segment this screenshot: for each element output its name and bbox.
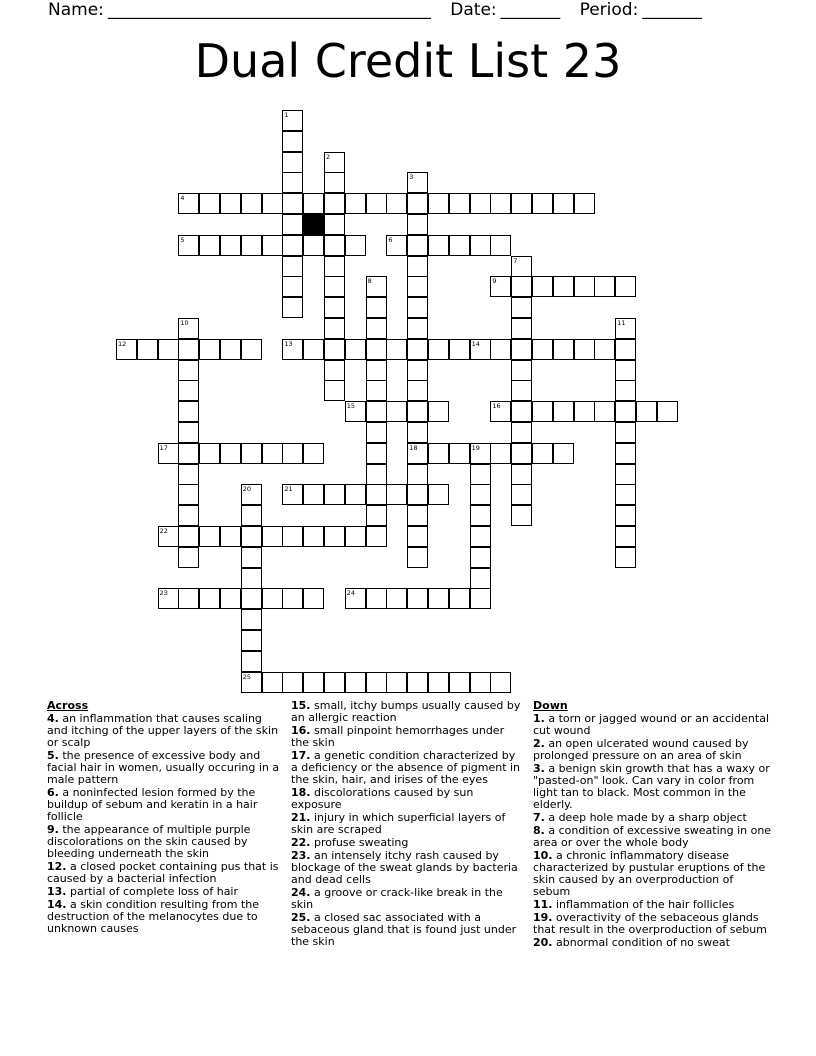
grid-cell[interactable] — [324, 214, 345, 235]
grid-cell[interactable] — [407, 588, 428, 609]
grid-cell[interactable] — [553, 193, 574, 214]
grid-cell[interactable] — [574, 276, 595, 297]
grid-cell[interactable] — [345, 235, 366, 256]
grid-cell[interactable] — [532, 276, 553, 297]
clue-number: 11 — [617, 319, 626, 327]
grid-cell[interactable] — [199, 526, 220, 547]
grid-cell[interactable] — [636, 401, 657, 422]
grid-cell[interactable] — [407, 526, 428, 547]
grid-cell[interactable] — [324, 484, 345, 505]
grid-cell[interactable] — [262, 672, 283, 693]
grid-cell[interactable] — [428, 401, 449, 422]
clue-number: 23 — [159, 589, 168, 598]
grid-cell[interactable] — [449, 235, 470, 256]
clue-number: 18 — [409, 443, 418, 452]
grid-cell[interactable] — [178, 526, 199, 547]
grid-cell[interactable] — [470, 505, 491, 526]
grid-cell[interactable] — [615, 464, 636, 485]
grid-cell[interactable] — [470, 588, 491, 609]
clue-number: 5 — [180, 235, 185, 244]
grid-cell[interactable] — [282, 672, 303, 693]
grid-cell[interactable] — [470, 526, 491, 547]
grid-cell[interactable] — [324, 339, 345, 360]
grid-cell[interactable] — [366, 339, 387, 360]
grid-cell[interactable] — [366, 484, 387, 505]
grid-cell[interactable] — [511, 484, 532, 505]
grid-cell[interactable] — [511, 422, 532, 443]
grid-cell[interactable] — [594, 401, 615, 422]
grid-cell[interactable] — [262, 235, 283, 256]
grid-cell[interactable] — [303, 443, 324, 464]
grid-cell[interactable] — [366, 297, 387, 318]
across-clues — [47, 700, 283, 936]
clue-item: 11. inflammation of the hair follicles — [533, 898, 735, 911]
grid-cell[interactable] — [615, 422, 636, 443]
grid-cell[interactable] — [282, 588, 303, 609]
grid-cell[interactable] — [366, 360, 387, 381]
grid-cell[interactable] — [366, 318, 387, 339]
grid-cell[interactable] — [532, 193, 553, 214]
grid-cell[interactable] — [428, 443, 449, 464]
clue-item: 3. a benign skin growth that has a waxy or "pasted-on" look. Can vary in color from light tan to black. Most common in the elderly. — [533, 762, 770, 811]
clue-item: 22. profuse sweating — [291, 836, 409, 849]
grid-cell[interactable] — [407, 360, 428, 381]
grid-cell[interactable] — [532, 401, 553, 422]
clue-item: 9. the appearance of multiple purple discolorations on the skin caused by bleeding underneath the skin — [47, 823, 251, 860]
grid-cell[interactable] — [428, 339, 449, 360]
grid-cell[interactable] — [553, 401, 574, 422]
grid-cell[interactable] — [324, 297, 345, 318]
grid-cell[interactable] — [407, 547, 428, 568]
down-clues — [533, 700, 773, 950]
grid-cell[interactable] — [241, 588, 262, 609]
clue-item: 16. small pinpoint hemorrhages under the skin — [291, 724, 505, 749]
grid-cell[interactable] — [532, 339, 553, 360]
grid-cell[interactable] — [594, 339, 615, 360]
grid-cell[interactable] — [511, 297, 532, 318]
grid-cell[interactable] — [428, 672, 449, 693]
grid-cell[interactable] — [345, 193, 366, 214]
clue-number: 7 — [513, 256, 518, 265]
grid-cell[interactable] — [241, 547, 262, 568]
grid-cell[interactable] — [199, 443, 220, 464]
grid-cell[interactable] — [303, 672, 324, 693]
grid-cell[interactable] — [241, 505, 262, 526]
grid-cell[interactable] — [366, 193, 387, 214]
grid-cell[interactable] — [615, 401, 636, 422]
grid-cell[interactable] — [282, 297, 303, 318]
grid-cell[interactable] — [282, 214, 303, 235]
grid-cell[interactable] — [594, 276, 615, 297]
clue-number: 16 — [492, 402, 501, 411]
clue-item: 6. a noninfected lesion formed by the buildup of sebum and keratin in a hair follicle — [47, 786, 258, 823]
grid-cell[interactable] — [574, 339, 595, 360]
grid-cell[interactable] — [386, 484, 407, 505]
grid-cell[interactable] — [407, 464, 428, 485]
grid-cell[interactable] — [366, 672, 387, 693]
grid-cell[interactable] — [178, 339, 199, 360]
grid-cell[interactable] — [511, 401, 532, 422]
grid-cell[interactable] — [428, 235, 449, 256]
grid-cell[interactable] — [511, 193, 532, 214]
grid-cell[interactable] — [345, 526, 366, 547]
grid-cell[interactable] — [262, 443, 283, 464]
grid-cell[interactable] — [282, 152, 303, 173]
grid-cell[interactable] — [366, 588, 387, 609]
grid-cell[interactable] — [407, 318, 428, 339]
grid-cell[interactable] — [178, 547, 199, 568]
grid-cell[interactable] — [470, 547, 491, 568]
clue-number: 17 — [159, 443, 168, 452]
grid-cell[interactable] — [324, 318, 345, 339]
clue-item: 18. discolorations caused by sun exposure — [291, 786, 474, 811]
grid-cell[interactable] — [490, 235, 511, 256]
grid-cell[interactable] — [407, 422, 428, 443]
grid-cell[interactable] — [449, 339, 470, 360]
grid-cell[interactable] — [241, 568, 262, 589]
grid-cell[interactable] — [386, 401, 407, 422]
grid-cell[interactable] — [511, 318, 532, 339]
clue-item: 21. injury in which superficial layers of skin are scraped — [291, 811, 506, 836]
grid-cell[interactable] — [574, 193, 595, 214]
clue-item: 4. an inflammation that causes scaling and itching of the upper layers of the skin or scalp — [47, 712, 279, 749]
clue-number: 4 — [180, 194, 185, 203]
grid-cell[interactable] — [511, 505, 532, 526]
grid-cell[interactable] — [324, 193, 345, 214]
date-line[interactable]: _______ — [500, 0, 561, 20]
grid-cell[interactable] — [407, 256, 428, 277]
name-label: Name: — [48, 0, 104, 20]
grid-cell[interactable] — [345, 339, 366, 360]
grid-cell[interactable] — [241, 526, 262, 547]
grid-cell[interactable] — [324, 256, 345, 277]
grid-cell[interactable] — [345, 672, 366, 693]
grid-cell[interactable] — [324, 526, 345, 547]
grid-cell[interactable] — [407, 235, 428, 256]
grid-cell[interactable] — [220, 588, 241, 609]
clue-item: 25. a closed sac associated with a sebaceous gland that is found just under the skin — [291, 911, 517, 948]
grid-cell[interactable] — [407, 339, 428, 360]
grid-cell[interactable] — [511, 464, 532, 485]
grid-cell[interactable] — [282, 235, 303, 256]
grid-cell[interactable] — [470, 568, 491, 589]
grid-cell[interactable] — [449, 588, 470, 609]
grid-cell[interactable] — [178, 588, 199, 609]
grid-cell[interactable] — [511, 360, 532, 381]
clue-number: 24 — [346, 589, 356, 598]
grid-cell[interactable] — [553, 339, 574, 360]
grid-cell[interactable] — [449, 193, 470, 214]
clue-item: 10. a chronic inflammatory disease characterized by pustular eruptions of the skin caused by an overproduction of sebum — [533, 849, 766, 898]
clue-number: 20 — [242, 485, 252, 494]
grid-cell[interactable] — [199, 339, 220, 360]
grid-cell[interactable] — [532, 443, 553, 464]
grid-cell[interactable] — [407, 193, 428, 214]
period-line[interactable]: _______ — [642, 0, 702, 20]
grid-cell[interactable] — [428, 484, 449, 505]
grid-cell[interactable] — [324, 380, 345, 401]
clue-number: 3 — [409, 173, 414, 182]
grid-cell[interactable] — [615, 380, 636, 401]
grid-cell[interactable] — [303, 339, 324, 360]
clue-number: 9 — [492, 277, 497, 286]
grid-cell[interactable] — [303, 235, 324, 256]
grid-cell[interactable] — [199, 193, 220, 214]
grid-cell[interactable] — [178, 484, 199, 505]
grid-cell[interactable] — [511, 339, 532, 360]
grid-cell[interactable] — [615, 443, 636, 464]
grid-cell[interactable] — [407, 297, 428, 318]
grid-cell[interactable] — [324, 360, 345, 381]
clue-item: 24. a groove or crack-like break in the skin — [291, 886, 503, 911]
grid-cell[interactable] — [303, 193, 324, 214]
clue-item: 13. partial of complete loss of hair — [47, 885, 239, 898]
grid-cell[interactable] — [137, 339, 158, 360]
grid-cell[interactable] — [470, 193, 491, 214]
grid-cell[interactable] — [324, 172, 345, 193]
grid-cell[interactable] — [366, 505, 387, 526]
grid-cell[interactable] — [407, 484, 428, 505]
clue-number: 8 — [367, 277, 372, 286]
down-heading: Down — [533, 699, 568, 712]
grid-cell[interactable] — [407, 380, 428, 401]
grid-cell[interactable] — [511, 380, 532, 401]
grid-cell[interactable] — [574, 401, 595, 422]
grid-cell[interactable] — [366, 401, 387, 422]
clue-item: 15. small, itchy bumps usually caused by an allergic reaction — [291, 699, 521, 724]
grid-cell[interactable] — [407, 672, 428, 693]
clue-number: 12 — [118, 339, 127, 348]
grid-cell[interactable] — [241, 651, 262, 672]
clue-number: 22 — [159, 527, 168, 535]
grid-cell[interactable] — [366, 443, 387, 464]
grid-cell[interactable] — [366, 380, 387, 401]
grid-cell[interactable] — [490, 193, 511, 214]
grid-cell[interactable] — [241, 339, 262, 360]
clue-number: 15 — [346, 402, 356, 411]
grid-cell[interactable] — [407, 401, 428, 422]
grid-cell[interactable] — [220, 235, 241, 256]
clue-item: 20. abnormal condition of no sweat — [533, 936, 730, 949]
grid-cell[interactable] — [470, 235, 491, 256]
grid-cell[interactable] — [241, 443, 262, 464]
grid-cell[interactable] — [178, 443, 199, 464]
grid-cell[interactable] — [282, 526, 303, 547]
grid-cell[interactable] — [178, 422, 199, 443]
grid-cell[interactable] — [282, 172, 303, 193]
grid-cell[interactable] — [366, 526, 387, 547]
clue-number: 21 — [284, 485, 293, 494]
clue-number: 14 — [471, 339, 480, 348]
grid-cell[interactable] — [428, 588, 449, 609]
grid-cell[interactable] — [345, 484, 366, 505]
grid-cell[interactable] — [366, 422, 387, 443]
clue-number: 10 — [180, 319, 189, 327]
grid-cell[interactable] — [657, 401, 678, 422]
clue-item: 23. an intensely itchy rash caused by blockage of the sweat glands by bacteria and dead cells — [291, 849, 518, 886]
grid-cell[interactable] — [449, 672, 470, 693]
clue-item: 5. the presence of excessive body and facial hair in women, usually occuring in a male pattern — [47, 749, 280, 786]
black-square — [303, 214, 324, 235]
grid-cell[interactable] — [490, 443, 511, 464]
clue-number: 1 — [284, 111, 289, 119]
grid-cell[interactable] — [220, 193, 241, 214]
clue-item: 8. a condition of excessive sweating in one area or over the whole body — [533, 824, 772, 849]
grid-cell[interactable] — [178, 464, 199, 485]
clue-item: 17. a genetic condition characterized by a deficiency or the absence of pigment in the skin, hair, and irises of the eyes — [291, 749, 521, 786]
clue-number: 6 — [388, 235, 393, 244]
grid-cell[interactable] — [262, 588, 283, 609]
grid-cell[interactable] — [199, 588, 220, 609]
across-heading: Across — [47, 699, 89, 712]
grid-cell[interactable] — [407, 276, 428, 297]
grid-cell[interactable] — [282, 193, 303, 214]
grid-cell[interactable] — [511, 276, 532, 297]
date-label: Date: — [450, 0, 497, 20]
grid-cell[interactable] — [386, 588, 407, 609]
grid-cell[interactable] — [220, 339, 241, 360]
grid-cell[interactable] — [470, 484, 491, 505]
grid-cell[interactable] — [178, 360, 199, 381]
grid-cell[interactable] — [386, 339, 407, 360]
grid-cell[interactable] — [324, 276, 345, 297]
grid-cell[interactable] — [178, 505, 199, 526]
grid-cell[interactable] — [470, 672, 491, 693]
grid-cell[interactable] — [241, 235, 262, 256]
grid-cell[interactable] — [158, 339, 179, 360]
grid-cell[interactable] — [220, 443, 241, 464]
across-clues-continued — [291, 700, 525, 949]
grid-cell[interactable] — [199, 235, 220, 256]
grid-cell[interactable] — [615, 505, 636, 526]
grid-cell[interactable] — [282, 131, 303, 152]
grid-cell[interactable] — [615, 547, 636, 568]
grid-cell[interactable] — [241, 609, 262, 630]
clue-item: 7. a deep hole made by a sharp object — [533, 811, 747, 824]
clue-number: 2 — [326, 152, 331, 161]
clue-number: 19 — [471, 443, 480, 452]
clue-item: 1. a torn or jagged wound or an accidental cut wound — [533, 712, 770, 737]
grid-cell[interactable] — [262, 526, 283, 547]
clue-item: 14. a skin condition resulting from the destruction of the melanocytes due to unknown causes — [47, 898, 259, 935]
grid-cell[interactable] — [262, 193, 283, 214]
grid-cell[interactable] — [178, 380, 199, 401]
grid-cell[interactable] — [615, 526, 636, 547]
grid-cell[interactable] — [407, 214, 428, 235]
grid-cell[interactable] — [449, 443, 470, 464]
grid-cell[interactable] — [490, 672, 511, 693]
grid-cell[interactable] — [241, 193, 262, 214]
clue-number: 13 — [284, 339, 293, 348]
grid-cell[interactable] — [282, 256, 303, 277]
grid-cell[interactable] — [490, 339, 511, 360]
clue-item: 12. a closed pocket containing pus that is caused by a bacterial infection — [47, 860, 279, 885]
grid-cell[interactable] — [470, 464, 491, 485]
grid-cell[interactable] — [303, 484, 324, 505]
name-line[interactable]: ______________________________________ — [107, 0, 431, 20]
clue-item: 2. an open ulcerated wound caused by prolonged pressure on an area of skin — [533, 737, 749, 762]
grid-cell[interactable] — [303, 526, 324, 547]
grid-cell[interactable] — [220, 526, 241, 547]
grid-cell[interactable] — [553, 443, 574, 464]
grid-cell[interactable] — [615, 360, 636, 381]
grid-cell[interactable] — [386, 193, 407, 214]
grid-cell[interactable] — [386, 672, 407, 693]
grid-cell[interactable] — [303, 588, 324, 609]
grid-cell[interactable] — [324, 235, 345, 256]
grid-cell[interactable] — [615, 484, 636, 505]
grid-cell[interactable] — [553, 276, 574, 297]
clue-number: 25 — [242, 672, 252, 681]
grid-cell[interactable] — [615, 276, 636, 297]
grid-cell[interactable] — [428, 193, 449, 214]
grid-cell[interactable] — [511, 443, 532, 464]
grid-cell[interactable] — [282, 443, 303, 464]
grid-cell[interactable] — [282, 276, 303, 297]
grid-cell[interactable] — [615, 339, 636, 360]
grid-cell[interactable] — [407, 505, 428, 526]
grid-cell[interactable] — [324, 672, 345, 693]
grid-cell[interactable] — [366, 464, 387, 485]
grid-cell[interactable] — [241, 630, 262, 651]
page-title: Dual Credit List 23 — [194, 34, 622, 88]
period-label: Period: — [579, 0, 639, 20]
grid-cell[interactable] — [178, 401, 199, 422]
clue-item: 19. overactivity of the sebaceous glands that result in the overproduction of sebum — [533, 911, 767, 936]
